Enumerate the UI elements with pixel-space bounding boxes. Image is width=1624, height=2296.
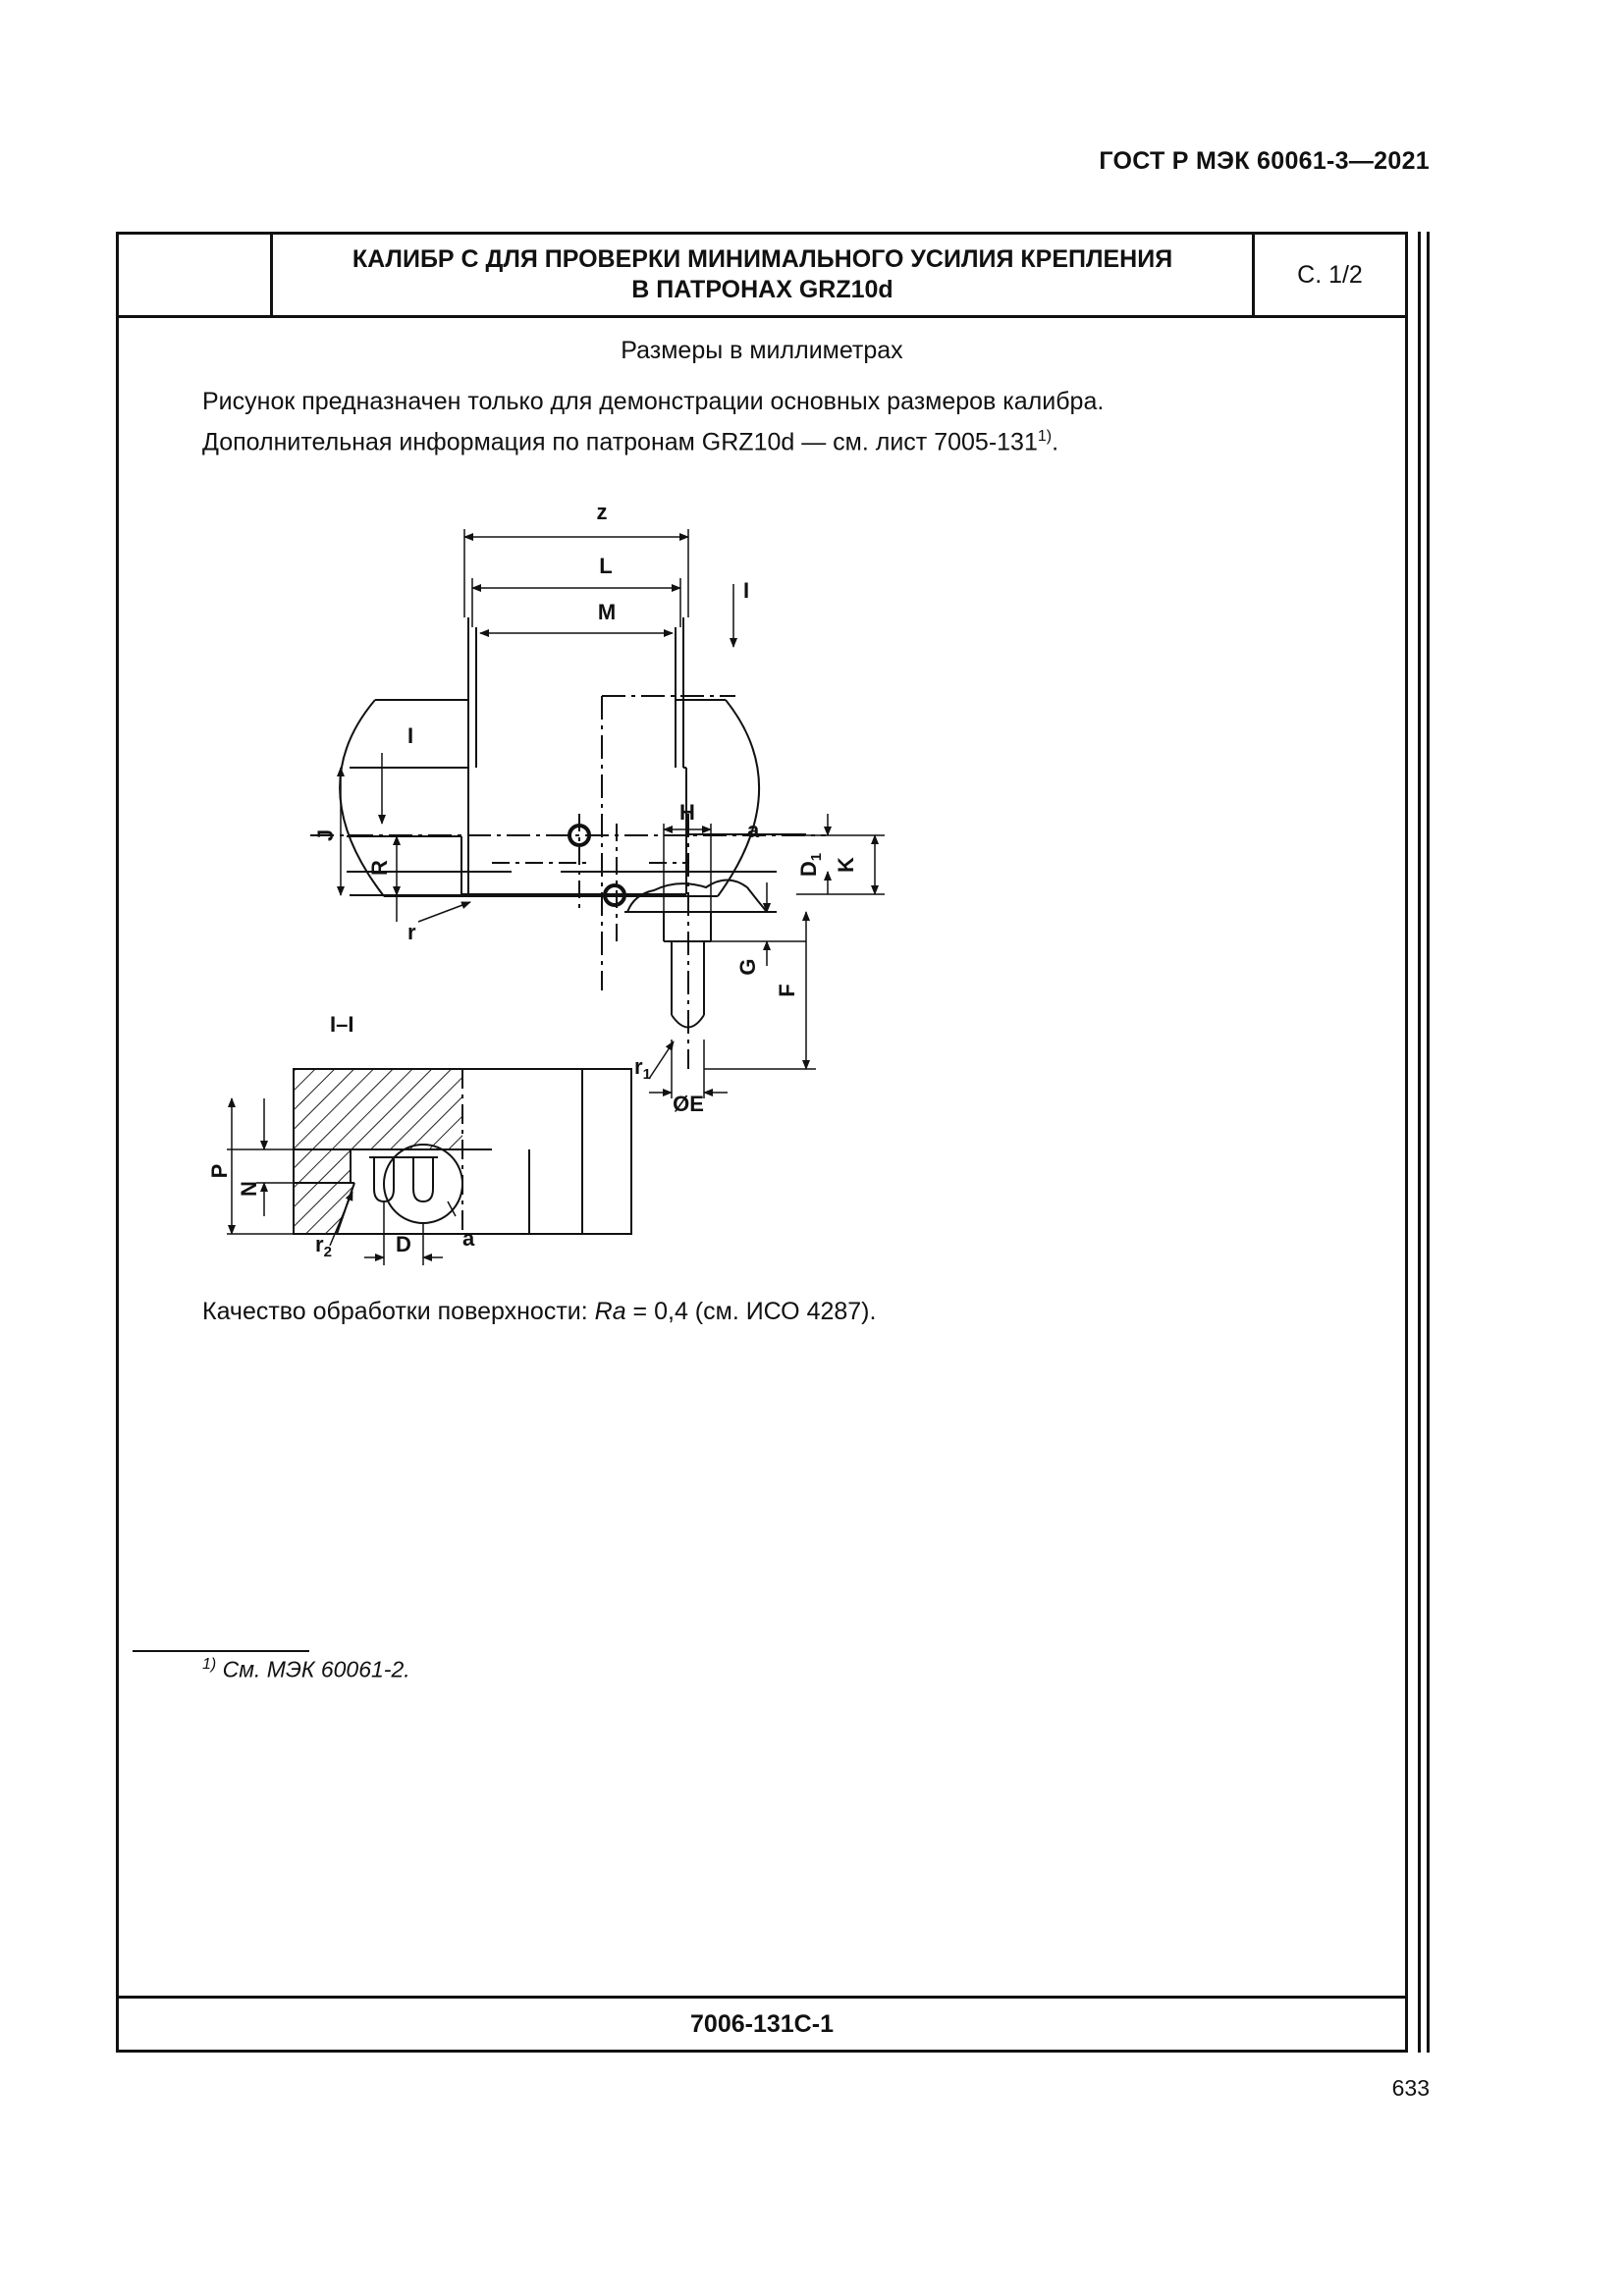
sheet-title-line1: КАЛИБР С ДЛЯ ПРОВЕРКИ МИНИМАЛЬНОГО УСИЛИЯ КРЕПЛЕНИЯ: [352, 245, 1173, 273]
label-D1-main: D: [796, 861, 821, 878]
label-I-left: I: [407, 723, 414, 748]
surface-quality: [202, 1298, 876, 1326]
intro-line2-text: Дополнительная информация по патронам GRZ10d — см. лист 7005-131: [202, 428, 1038, 456]
label-r2: [315, 1232, 332, 1260]
gauge-drawing: [119, 235, 1405, 1413]
label-H: H: [679, 800, 695, 825]
page-reference: С. 1/2: [1297, 260, 1363, 289]
footnote-marker: 1): [202, 1656, 217, 1673]
label-I-top: I: [743, 578, 750, 603]
label-F: F: [775, 984, 799, 997]
label-D: D: [396, 1232, 411, 1256]
label-a-right: a: [747, 818, 760, 842]
footnote-ref: 1): [1037, 428, 1053, 445]
label-J: J: [313, 828, 338, 842]
frame-rail-2: [1427, 232, 1430, 2053]
label-K: K: [834, 857, 858, 873]
label-E: ØE: [673, 1092, 704, 1116]
label-r2-sub: 2: [323, 1244, 332, 1260]
label-r2-main: r: [315, 1232, 324, 1256]
label-G: G: [735, 958, 760, 976]
intro-line2-end: .: [1052, 428, 1059, 456]
label-r1-sub: 1: [642, 1066, 651, 1083]
label-section: I–I: [330, 1012, 354, 1037]
sheet-title-line2: В ПАТРОНАХ GRZ10d: [631, 276, 893, 303]
units-note: Размеры в миллиметрах: [621, 337, 903, 364]
label-r1: [634, 1054, 651, 1083]
label-D1-sub: 1: [808, 852, 825, 862]
surface-ra: Ra: [594, 1298, 626, 1325]
pin-dimensions: [649, 824, 816, 1098]
footnote-text: См. МЭК 60061-2.: [222, 1656, 410, 1682]
label-r: r: [407, 920, 416, 944]
surface-suffix: = 0,4 (см. ИСО 4287).: [625, 1298, 877, 1325]
label-D1: [796, 853, 825, 877]
label-r1-main: r: [634, 1054, 643, 1079]
label-L: L: [599, 554, 613, 578]
sheet-code: 7006-131C-1: [119, 1996, 1405, 2050]
label-z: z: [596, 500, 608, 524]
top-view: [310, 617, 826, 990]
footnote-divider: [133, 1650, 309, 1652]
frame-rail-1: [1418, 232, 1421, 2053]
label-N: N: [237, 1181, 261, 1197]
page-number: 633: [1391, 2075, 1430, 2101]
sheet-frame: [116, 232, 1408, 2053]
intro-line1: Рисунок предназначен только для демонстрации основных размеров калибра.: [202, 388, 1105, 415]
label-P: P: [207, 1163, 232, 1179]
label-a-bottom: a: [462, 1226, 475, 1251]
footnote: [202, 1656, 410, 1683]
surface-prefix: Качество обработки поверхности:: [202, 1298, 595, 1325]
label-R: R: [367, 860, 392, 876]
label-M: M: [597, 600, 617, 624]
standard-designation: ГОСТ Р МЭК 60061-3—2021: [1099, 147, 1430, 175]
